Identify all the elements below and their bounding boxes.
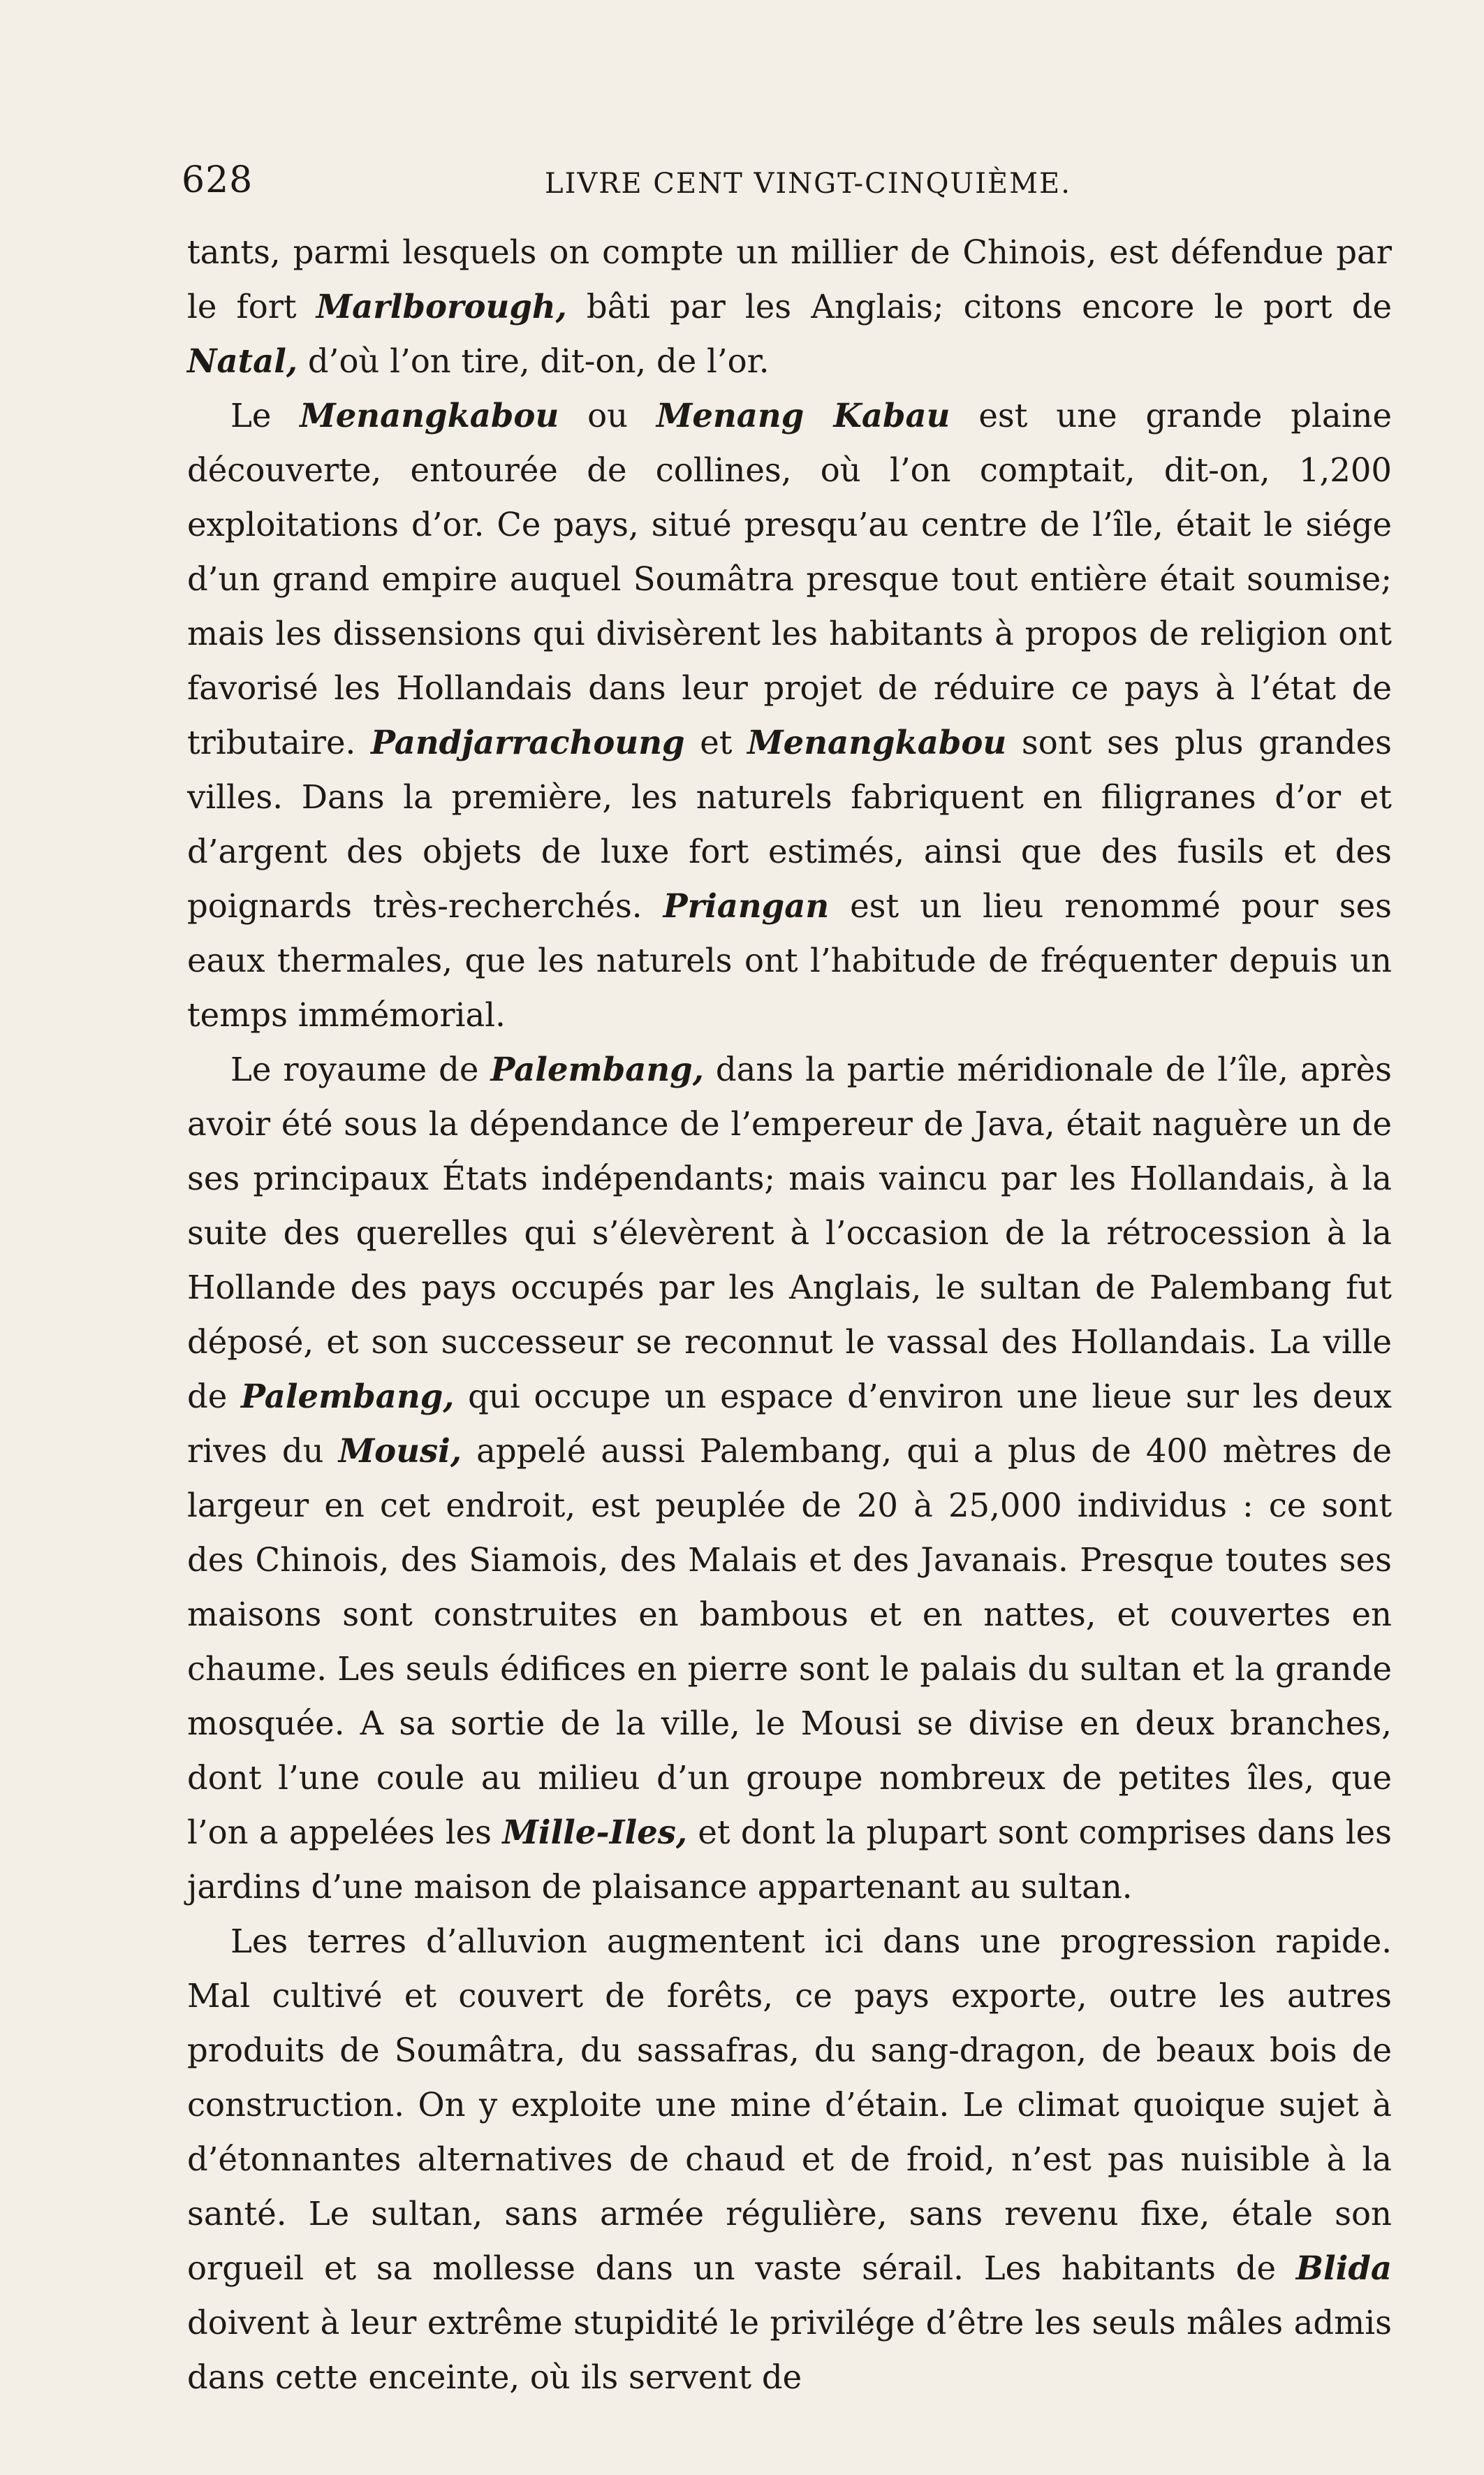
- italic-term: Palembang,: [241, 1377, 455, 1415]
- page-number: 628: [182, 159, 254, 201]
- italic-term: Menangkabou: [300, 396, 559, 435]
- body-text: [187, 225, 1392, 2404]
- text-run: dans la partie méridionale de l’île, après avoir été sous la dépendance de l’empereur de Java, était naguère un de ses principaux États indépendants; mais vaincu par les Hollandais, à la suite des querelles qui s’élevèrent à l’occasion de la rétrocession à la Hollande des pays occupés par les Anglais, le sultan de Palembang fut déposé, et son successeur se reconnut le vassal des Hollandais. La ville de: [187, 1051, 1392, 1415]
- italic-term: Priangan: [663, 886, 830, 925]
- text-run: d’où l’on tire, dit-on, de l’or.: [297, 342, 770, 380]
- text-run: et: [684, 724, 748, 761]
- italic-term: Marlborough,: [316, 287, 567, 326]
- italic-term: Mille-Iles,: [502, 1813, 688, 1851]
- text-run: Les terres d’alluvion augmentent ici dans une progression rapide. Mal cultivé et couvert de forêts, ce pays exporte, outre les autres produits de Soumâtra, du sassafras, du sang-dragon, de beaux bois de construction. On y exploite une mine d’étain. Le climat quoique sujet à d’étonnantes alternatives de chaud et de froid, n’est pas nuisible à la santé. Le sultan, sans armée régulière, sans revenu fixe, étale son orgueil et sa mollesse dans un vaste sérail. Les habitants de: [187, 1922, 1392, 2287]
- text-run: ou: [559, 397, 656, 435]
- italic-term: Blida: [1295, 2249, 1392, 2287]
- italic-term: Pandjarrachoung: [371, 723, 685, 761]
- italic-term: Menangkabou: [747, 723, 1007, 761]
- text-run: bâti par les Anglais; citons encore le port de: [566, 288, 1392, 326]
- italic-term: Natal,: [187, 342, 298, 380]
- text-run: Le: [230, 397, 300, 435]
- text-run: qui occupe un espace d’environ une lieue sur les deux rives du: [187, 1378, 1392, 1470]
- text-run: est un lieu renommé pour ses eaux thermales, que les naturels ont l’habitude de fréquenter depuis un temps immémorial.: [187, 887, 1392, 1034]
- text-run: tants, parmi lesquels on compte un millier de Chinois, est défendue par le fort: [187, 233, 1392, 326]
- page-header: [182, 159, 1397, 208]
- paragraph-2: [187, 388, 1392, 1042]
- italic-term: Palembang,: [490, 1050, 704, 1088]
- text-run: sont ses plus grandes villes. Dans la première, les naturels fabriquent en filigranes d’or et d’argent des objets de luxe fort estimés, ainsi que des fusils et des poignards très-recherchés.: [187, 724, 1392, 925]
- running-head: LIVRE CENT VINGT-CINQUIÈME.: [545, 168, 1071, 200]
- paragraph-4: [187, 1914, 1392, 2404]
- italic-term: Mousi,: [338, 1431, 462, 1470]
- text-run: Le royaume de: [230, 1051, 491, 1088]
- text-run: doivent à leur extrême stupidité le privilége d’être les seuls mâles admis dans cette enceinte, où ils servent de: [187, 2304, 1392, 2396]
- paragraph-1: [187, 225, 1392, 388]
- text-run: et dont la plupart sont comprises dans les jardins d’une maison de plaisance appartenant au sultan.: [187, 1813, 1392, 1906]
- text-run: est une grande plaine découverte, entourée de collines, où l’on comptait, dit-on, 1,200 exploitations d’or. Ce pays, situé presqu’au centre de l’île, était le siége d’un grand empire auquel Soumâtra presque tout entière était soumise; mais les dissensions qui divisèrent les habitants à propos de religion ont favorisé les Hollandais dans leur projet de réduire ce pays à l’état de tributaire.: [187, 397, 1392, 761]
- text-run: appelé aussi Palembang, qui a plus de 400 mètres de largeur en cet endroit, est peuplée de 20 à 25,000 individus : ce sont des Chinois, des Siamois, des Malais et des Javanais. Presque toutes ses maisons sont construites en bambous et en nattes, et couvertes en chaume. Les seuls édifices en pierre sont le palais du sultan et la grande mosquée. A sa sortie de la ville, le Mousi se divise en deux branches, dont l’une coule au milieu d’un groupe nombreux de petites îles, que l’on a appelées les: [187, 1432, 1393, 1851]
- italic-term: Menang Kabau: [656, 396, 950, 435]
- paragraph-3: [187, 1042, 1392, 1914]
